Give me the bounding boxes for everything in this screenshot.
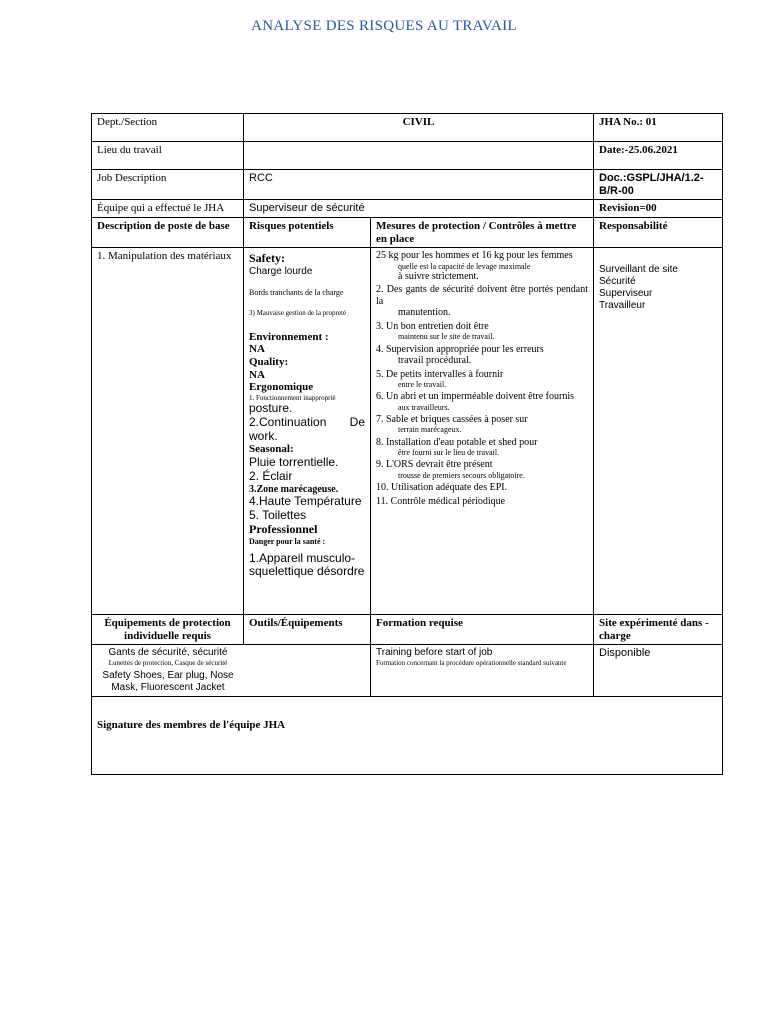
measure-main: 8. Installation d'eau potable et shed pour: [376, 436, 538, 448]
risk-zone: 3.Zone marécageuse.: [249, 483, 339, 495]
risk-toilettes: 5. Toilettes: [249, 507, 307, 522]
measure-main: 7. Sable et briques cassées à poser sur: [376, 413, 528, 425]
measure-item: [376, 482, 588, 494]
risk-haute: 4.Haute Température: [249, 494, 362, 509]
measure-main: 10. Utilisation adéquate des EPI.: [376, 482, 508, 494]
measure-main: 3. Un bon entretien doit être: [376, 320, 489, 332]
measure-main: 9. L'ORS devrait être présent: [376, 459, 493, 471]
site-value: Disponible: [594, 645, 723, 697]
risk-fonct: 1. Fonctionnement inapproprié: [249, 393, 336, 402]
epi-lunettes: Lunettes de protection, Casque de sécurité: [108, 658, 228, 667]
jha-table: [91, 113, 723, 775]
measure-main: 4. Supervision appropriée pour les erreurs: [376, 343, 544, 355]
row-equip-headers: [92, 615, 723, 645]
risk-gestion: 3) Mauvaise gestion de la propreté: [249, 308, 346, 317]
risk-quality-value: NA: [249, 368, 265, 381]
task-description: 1. Manipulation des matériaux: [92, 248, 244, 615]
col-header-poste: Description de poste de base: [92, 217, 244, 247]
risk-danger: Danger pour la santé :: [249, 536, 326, 546]
jha-number: JHA No.: 01: [594, 114, 723, 142]
formation-values: [371, 645, 594, 697]
epi-header: Équipements de protection individuelle requis: [92, 615, 244, 645]
risk-env: Environnement :: [249, 330, 329, 343]
signature-label: Signature des membres de l'équipe JHA: [92, 697, 723, 775]
measure-item: [376, 414, 588, 435]
measures-list: [371, 248, 594, 615]
dept-label: Dept./Section: [92, 114, 244, 142]
doc-number: Doc.:GSPL/JHA/1.2-B/R-00: [594, 170, 723, 200]
measure-item: [376, 369, 588, 390]
measure-item: [376, 321, 588, 342]
measure-extra: travail procédural.: [398, 355, 472, 367]
measure-item: [376, 391, 588, 412]
formation-text: Formation concernant la procédure opérationnelle standard suivante: [376, 658, 567, 667]
measure-main: 6. Un abri et un imperméable doivent être fournis: [376, 391, 574, 403]
row-lieu: [92, 142, 723, 170]
training-text: Training before start of job: [376, 647, 493, 659]
risk-ergo: Ergonomique: [249, 381, 314, 394]
risk-charge: Charge lourde: [249, 266, 313, 277]
risk-quality: Quality:: [249, 356, 289, 369]
measure-main: 11. Contrôle médical périodique: [376, 495, 506, 507]
measure-item: [376, 344, 588, 367]
measure-item: [376, 437, 588, 458]
lieu-value: [244, 142, 594, 170]
measure-item: [376, 250, 588, 282]
risk-appareil: 1.Appareil musculo-squelettique désordre: [249, 550, 365, 579]
measure-extra: à suivre strictement.: [398, 270, 479, 282]
row-job: [92, 170, 723, 200]
risk-posture: posture.: [249, 400, 293, 415]
job-label: Job Description: [92, 170, 244, 200]
col-header-mesures: Mesures de protection / Contrôles à mettre en place: [371, 217, 594, 247]
responsable-item: Travailleur: [599, 300, 646, 312]
epi-gants: Gants de sécurité, sécurité: [108, 647, 228, 659]
measure-main: 2. Des gants de sécurité doivent être portés pendant la: [376, 284, 589, 307]
measure-sub: entre le travail.: [398, 380, 447, 390]
row-equip-values: [92, 645, 723, 697]
measure-item: [376, 496, 588, 508]
risk-continuation: 2.Continuation De work.: [249, 414, 365, 443]
measure-main: 5. De petits intervalles à fournir: [376, 368, 504, 380]
measure-sub: trousse de premiers secours obligatoire.: [398, 470, 525, 480]
responsable-item: Surveillant de site: [599, 264, 678, 276]
lieu-label: Lieu du travail: [92, 142, 244, 170]
measure-extra: manutention.: [398, 307, 451, 319]
epi-shoes: Safety Shoes, Ear plug, Nose Mask, Fluorescent Jacket: [102, 670, 234, 693]
measure-sub: terrain marécageux.: [398, 425, 462, 435]
measure-sub: être fourni sur le lieu de travail.: [398, 448, 500, 458]
risk-list: [244, 248, 371, 615]
job-value: RCC: [244, 170, 594, 200]
risk-pluie: Pluie torrentielle.: [249, 455, 339, 470]
responsable-item: Superviseur: [599, 288, 653, 300]
measure-sub: aux travailleurs.: [398, 402, 450, 412]
site-header: Site expérimenté dans - charge: [594, 615, 723, 645]
col-header-responsabilite: Responsabilité: [594, 217, 723, 247]
responsable-item: Sécurité: [599, 276, 636, 288]
row-equipe: [92, 200, 723, 218]
measure-sub: maintenu sur le site de travail.: [398, 332, 495, 342]
revision-value: Revision=00: [594, 200, 723, 218]
measure-item: [376, 459, 588, 480]
measure-sub: quelle est la capacité de levage maximale: [398, 261, 531, 271]
risk-pro: Professionnel: [249, 521, 318, 536]
measure-item: [376, 284, 588, 319]
risk-env-value: NA: [249, 343, 265, 356]
risk-bords: Bords tranchants de la charge: [249, 287, 344, 297]
dept-value: CIVIL: [244, 114, 594, 142]
risk-eclair: 2. Éclair: [249, 468, 293, 483]
equipe-value: Superviseur de sécurité: [244, 200, 594, 218]
col-header-risques: Risques potentiels: [244, 217, 371, 247]
row-dept: [92, 114, 723, 142]
date-value: Date:-25.06.2021: [594, 142, 723, 170]
risk-safety: Safety:: [249, 251, 285, 266]
epi-values: [92, 645, 371, 697]
equipe-label: Équipe qui a effectué le JHA: [92, 200, 244, 218]
row-task-1: [92, 248, 723, 615]
page-title: ANALYSE DES RISQUES AU TRAVAIL: [251, 18, 517, 34]
risk-seasonal: Seasonal:: [249, 443, 294, 456]
row-signature: [92, 697, 723, 775]
formation-header: Formation requise: [371, 615, 594, 645]
row-column-headers: [92, 217, 723, 247]
outils-header: Outils/Équipements: [244, 615, 371, 645]
measure-main: 25 kg pour les hommes et 16 kg pour les femmes: [376, 250, 573, 262]
responsables-list: [594, 248, 723, 615]
